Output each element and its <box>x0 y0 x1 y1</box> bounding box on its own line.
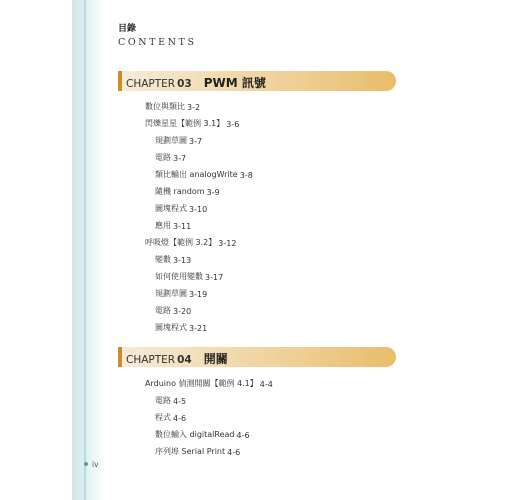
folio-marker <box>84 462 88 466</box>
left-margin-band <box>72 0 106 500</box>
toc-entry-page: 3-21 <box>189 324 208 333</box>
chapter-accent <box>118 71 122 91</box>
toc-entry-page: 4-5 <box>173 397 187 406</box>
page-subtitle: CONTENTS <box>118 37 197 48</box>
toc-entry-page: 4-4 <box>259 380 273 389</box>
toc-entry-page: 4-6 <box>173 414 187 423</box>
toc-entry-page: 3-17 <box>205 273 224 282</box>
toc-entry-title: 如何使用變數 <box>155 272 203 281</box>
chapter-label: CHAPTER <box>126 354 176 366</box>
toc-entry-page: 3-6 <box>226 120 240 129</box>
page-number: iv <box>92 460 99 469</box>
page-title: 目錄 <box>118 24 137 34</box>
toc-entry-page: 4-6 <box>236 431 250 440</box>
toc-entry-title: 呼吸燈【範例 3.2】 <box>145 238 217 247</box>
toc-entry-title: 閃爍星星【範例 3.1】 <box>145 119 225 128</box>
toc-entry-page: 3-2 <box>187 103 201 112</box>
chapter-heading <box>126 74 266 91</box>
chapter-03-header <box>118 71 396 91</box>
toc-entry-page: 3-9 <box>206 188 220 197</box>
toc-entry-title: 電路 <box>155 153 171 162</box>
chapter-title: PWM 訊號 <box>203 76 266 90</box>
toc-entry-page: 3-12 <box>218 239 237 248</box>
toc-entry-page: 3-20 <box>173 307 192 316</box>
chapter-title: 開關 <box>203 352 228 366</box>
toc-entry-title: 序列埠 Serial Print <box>155 447 226 456</box>
chapter-number: 03 <box>177 78 192 90</box>
toc-entry-title: 應用 <box>155 221 171 230</box>
toc-entry-title: 規劃草圖 <box>155 289 187 298</box>
toc-entry-page: 3-11 <box>173 222 192 231</box>
margin-rule <box>84 0 86 500</box>
toc-entry-title: Arduino 偵測開關【範例 4.1】 <box>145 379 258 388</box>
toc-entry-title: 電路 <box>155 306 171 315</box>
chapter-04-header <box>118 347 396 367</box>
toc-entry-page: 3-10 <box>189 205 208 214</box>
toc-entry-page: 4-6 <box>227 448 241 457</box>
toc-entry-title: 隨機 random <box>155 187 205 196</box>
toc-entry-title: 圖塊程式 <box>155 204 187 213</box>
toc-entry-page: 3-7 <box>189 137 203 146</box>
chapter-number: 04 <box>177 354 192 366</box>
chapter-heading <box>126 350 228 367</box>
chapter-accent <box>118 347 122 367</box>
chapter-label: CHAPTER <box>126 78 176 90</box>
toc-entry-page: 3-19 <box>189 290 208 299</box>
toc-entry-page: 3-13 <box>173 256 192 265</box>
toc-entry-page: 3-7 <box>173 154 187 163</box>
toc-entry-title: 圖塊程式 <box>155 323 187 332</box>
toc-entry-title: 數位與類比 <box>145 102 185 111</box>
toc-entry-title: 規劃草圖 <box>155 136 187 145</box>
toc-entry-title: 變數 <box>155 255 171 264</box>
toc-entry-title: 電路 <box>155 396 171 405</box>
toc-entry-page: 3-8 <box>239 171 253 180</box>
toc-entry-title: 類比輸出 analogWrite <box>155 170 238 179</box>
toc-entry-title: 程式 <box>155 413 171 422</box>
toc-entry-title: 數位輸入 digitalRead <box>155 430 235 439</box>
